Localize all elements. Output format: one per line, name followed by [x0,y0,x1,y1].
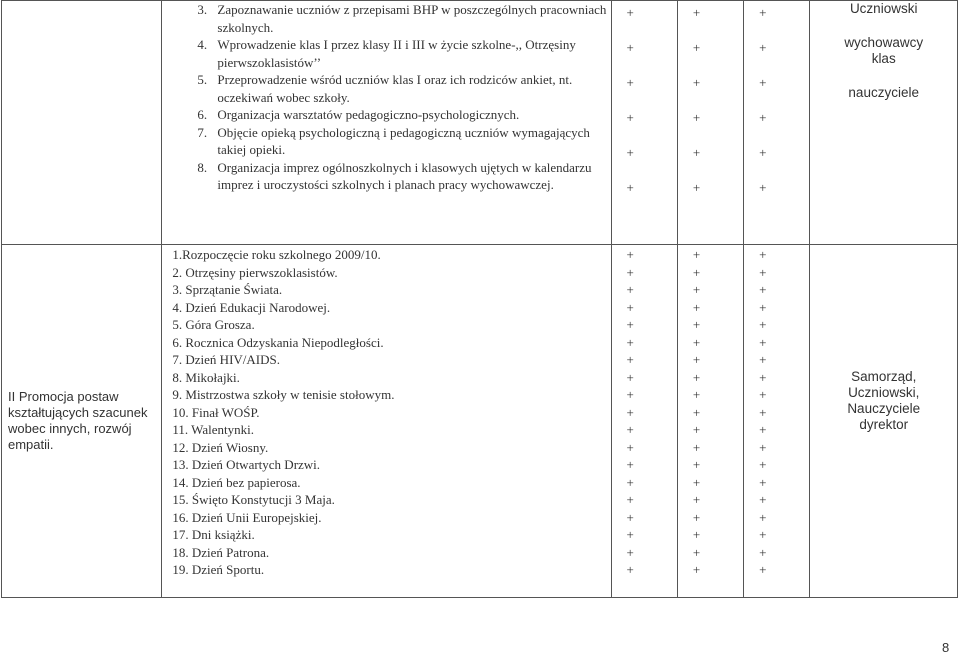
event-item: 17. Dni książki. [172,527,255,542]
plus-mark: + [692,145,701,160]
plus-mark: + [692,282,701,297]
plus-mark: + [626,457,634,472]
plus-mark: + [759,145,767,160]
table-row-tasks [2,1,958,245]
table-row-events [2,245,958,598]
mark-column-1 [611,1,677,245]
plus-mark: + [759,509,767,525]
mark-column-3 [744,1,810,245]
responsible-item: Nauczyciele [847,401,921,416]
plus-mark: + [759,457,767,472]
plus-mark: + [759,474,767,490]
responsible-item: Uczniowski, [848,385,920,400]
plus-mark: + [759,317,767,332]
responsible-cell [810,245,958,598]
plus-mark: + [626,334,634,350]
task-item [197,159,610,194]
responsible-item: nauczyciele [848,85,919,100]
tasks-list [162,1,610,194]
plus-mark: + [759,180,767,195]
plus-mark: + [626,75,634,90]
mark-column-2 [677,1,743,245]
responsible-item: Samorząd, [851,369,917,384]
plus-mark: + [692,544,701,560]
plus-mark: + [692,352,701,367]
plus-mark: + [626,317,634,332]
task-text: Zapoznawanie uczniów z przepisami BHP w poszczególnych pracowniach szkolnych. [217,2,607,35]
plus-mark: + [692,5,701,20]
plus-mark: + [626,180,634,195]
mark-column-1 [611,245,677,598]
plus-mark: + [759,75,767,90]
plus-mark: + [759,299,767,315]
plus-mark: + [626,40,634,55]
plus-mark: + [692,492,701,507]
events-cell [162,245,611,598]
event-item: 10. Finał WOŚP. [172,404,260,420]
plus-mark: + [626,387,634,402]
plus-mark: + [626,492,634,507]
plus-mark: + [759,404,767,420]
plus-mark: + [626,5,634,20]
plus-mark: + [626,439,634,455]
task-number: 7. [197,124,208,140]
plus-mark: + [759,544,767,560]
plus-mark: + [759,264,767,280]
plus-mark: + [759,562,767,577]
plus-mark: + [759,352,767,367]
responsible-item: wychowawcy klas [844,35,924,66]
plus-mark: + [759,439,767,455]
plus-mark: + [692,247,701,262]
plus-mark: + [692,369,701,385]
plus-mark: + [759,492,767,507]
plus-mark: + [759,422,767,437]
plus-mark: + [692,40,701,55]
section-label: II Promocja postaw kształtujących szacunek wobec innych, rozwój empatii. [2,245,162,598]
event-item: 16. Dzień Unii Europejskiej. [172,509,322,525]
responsible-item: Uczniowski [849,1,918,16]
plus-mark: + [626,264,634,280]
event-item: 14. Dzień bez papierosa. [172,474,301,490]
event-item: 5. Góra Grosza. [172,317,255,332]
plus-mark: + [692,75,701,90]
section-cell-empty [2,1,162,245]
responsible-list [810,1,957,101]
event-item: 3. Sprzątanie Świata. [172,282,283,297]
plus-mark: + [759,5,767,20]
plus-mark: + [692,439,701,455]
mark-column-2 [677,245,743,598]
task-text: Organizacja warsztatów pedagogiczno-psychologicznych. [217,107,520,122]
plus-mark: + [626,247,634,262]
plus-mark: + [692,509,701,525]
event-item: 2. Otrzęsiny pierwszoklasistów. [172,264,338,280]
task-text: Przeprowadzenie wśród uczniów klas I oraz ich rodziców ankiet, nt. oczekiwań wobec szkoły. [217,72,573,105]
plus-mark: + [626,352,634,367]
page-number: 8 [942,640,950,655]
plus-mark: + [692,562,701,577]
plus-mark: + [759,369,767,385]
plus-mark: + [759,282,767,297]
event-item: 15. Święto Konstytucji 3 Maja. [172,492,335,507]
plus-mark: + [692,387,701,402]
task-number: 5. [197,72,208,87]
task-item [197,1,610,36]
task-text: Wprowadzenie klas I przez klasy II i III w życie szkolne-,, Otrzęsiny pierwszoklasistów’’ [217,37,576,70]
plus-mark: + [626,110,634,125]
task-number: 3. [197,2,208,17]
plus-mark: + [626,544,634,560]
task-item [197,36,610,71]
task-number: 8. [197,159,208,175]
plus-mark: + [759,40,767,55]
event-item: 8. Mikołajki. [172,369,240,385]
task-text: Organizacja imprez ogólnoszkolnych i klasowych ujętych w kalendarzu imprez i uroczystości szkolnych i planach pracy wychowawczej. [217,159,592,192]
plus-mark: + [626,282,634,297]
event-item: 18. Dzień Patrona. [172,544,270,560]
plus-mark: + [626,299,634,315]
plus-mark: + [759,247,767,262]
plus-mark: + [692,474,701,490]
events-list [162,245,610,579]
plus-mark: + [626,145,634,160]
plus-mark: + [626,527,634,542]
plus-mark: + [759,334,767,350]
plus-mark: + [692,404,701,420]
plus-mark: + [626,422,634,437]
event-item: 1.Rozpoczęcie roku szkolnego 2009/10. [172,247,381,262]
plus-mark: + [626,369,634,385]
task-number: 6. [197,107,208,122]
plus-mark: + [692,180,701,195]
plus-mark: + [692,317,701,332]
plus-mark: + [626,474,634,490]
responsible-item: dyrektor [859,417,909,432]
event-item: 11. Walentynki. [172,422,255,437]
task-item [197,71,610,106]
task-number: 4. [197,37,208,52]
mark-column-3 [744,245,810,598]
plus-mark: + [692,422,701,437]
plus-mark: + [759,527,767,542]
plus-mark: + [692,299,701,315]
task-text: Objęcie opieką psychologiczną i pedagogiczną uczniów wymagających takiej opieki. [217,124,590,157]
plus-mark: + [692,334,701,350]
plus-mark: + [626,562,634,577]
plus-mark: + [759,110,767,125]
plus-mark: + [626,509,634,525]
plus-mark: + [692,264,701,280]
task-item [197,106,610,124]
event-item: 19. Dzień Sportu. [172,562,265,577]
plus-mark: + [759,387,767,402]
responsible-list [810,369,957,473]
plan-table [1,0,958,598]
task-item [197,124,610,159]
event-item: 6. Rocznica Odzyskania Niepodległości. [172,334,384,350]
event-item: 12. Dzień Wiosny. [172,439,269,455]
event-item: 4. Dzień Edukacji Narodowej. [172,299,331,315]
tasks-cell [162,1,611,245]
event-item: 13. Dzień Otwartych Drzwi. [172,457,321,472]
plus-mark: + [692,110,701,125]
event-item: 9. Mistrzostwa szkoły w tenisie stołowym. [172,387,395,402]
plus-mark: + [692,457,701,472]
plus-mark: + [692,527,701,542]
event-item: 7. Dzień HIV/AIDS. [172,352,280,367]
plus-mark: + [626,404,634,420]
responsible-cell [810,1,958,245]
